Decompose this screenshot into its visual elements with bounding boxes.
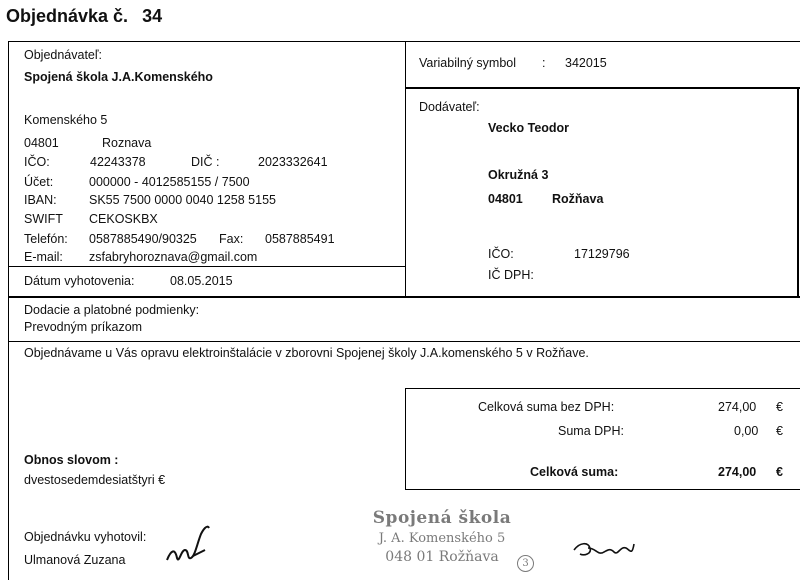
buyer-account: 000000 - 4012585155 / 7500: [89, 175, 250, 189]
frame-top: [8, 41, 800, 42]
buyer-email-label: E-mail:: [24, 250, 63, 264]
words-value: dvestosedemdesiatštyri €: [24, 473, 166, 487]
issuer-signature: [163, 520, 213, 570]
supplier-ico-label: IČO:: [488, 247, 514, 261]
issue-date: 08.05.2015: [170, 274, 233, 288]
buyer-fax-label: Fax:: [219, 232, 244, 246]
stamp-signature: [570, 536, 638, 564]
supplier-icdph-label: IČ DPH:: [488, 268, 534, 282]
order-number: 34: [142, 6, 163, 26]
buyer-street: Komenského 5: [24, 113, 108, 127]
buyer-ico-label: IČO:: [24, 155, 50, 169]
supplier-city: Rožňava: [552, 192, 604, 206]
divider-vertical-top: [405, 41, 406, 296]
grand-total-currency: €: [776, 465, 783, 479]
vat-value: 0,00: [734, 424, 759, 438]
supplier-box-right: [797, 87, 799, 296]
divider-date: [8, 266, 405, 267]
buyer-fax: 0587885491: [265, 232, 335, 246]
grand-total-value: 274,00: [718, 465, 757, 479]
document-title: [6, 6, 162, 27]
stamp-mark-number: 3: [522, 558, 529, 569]
buyer-zip: 04801: [24, 136, 59, 150]
grand-total-label: Celková suma:: [530, 465, 619, 479]
buyer-ico: 42243378: [90, 155, 146, 169]
buyer-phone-label: Telefón:: [24, 232, 68, 246]
stamp-line-2: J. A. Komenského 5: [378, 531, 506, 546]
net-currency: €: [776, 400, 783, 414]
net-total-value: 274,00: [718, 400, 757, 414]
divider-order: [8, 341, 800, 342]
net-total-label: Celková suma bez DPH:: [478, 400, 615, 414]
stamp-line-1: Spojená škola: [372, 508, 512, 528]
issue-date-label: Dátum vyhotovenia:: [24, 274, 135, 288]
buyer-dic: 2023332641: [258, 155, 328, 169]
vat-label: Suma DPH:: [558, 424, 624, 438]
totals-box-bottom: [405, 489, 800, 490]
supplier-ico: 17129796: [574, 247, 630, 261]
title-label: Objednávka č.: [6, 6, 129, 26]
totals-box-left: [405, 388, 406, 490]
supplier-name: Vecko Teodor: [488, 121, 570, 135]
order-text: Objednávame u Vás opravu elektroinštalácie v zborovni Spojenej školy J.A.komenského 5 v Rožňave.: [24, 346, 589, 360]
terms-value: Prevodným príkazom: [24, 320, 143, 334]
buyer-city: Roznava: [102, 136, 152, 150]
buyer-iban-label: IBAN:: [24, 193, 57, 207]
varsym-label: Variabilný symbol: [419, 56, 517, 70]
varsym-colon: :: [542, 56, 546, 70]
buyer-dic-label: DIČ :: [191, 155, 220, 169]
buyer-iban: SK55 7500 0000 0040 1258 5155: [89, 193, 276, 207]
supplier-label: Dodávateľ:: [419, 100, 480, 114]
buyer-account-label: Účet:: [24, 175, 54, 189]
buyer-label: Objednávateľ:: [24, 48, 103, 62]
vat-currency: €: [776, 424, 783, 438]
buyer-phone: 0587885490/90325: [89, 232, 197, 246]
issuer-label: Objednávku vyhotovil:: [24, 530, 147, 544]
buyer-swift: CEKOSKBX: [89, 212, 158, 226]
supplier-street: Okružná 3: [488, 168, 549, 182]
stamp-line-3: 048 01 Rožňava: [385, 549, 499, 565]
buyer-email: zsfabryhoroznava@gmail.com: [89, 250, 258, 264]
buyer-swift-label: SWIFT: [24, 212, 63, 226]
varsym-value: 342015: [565, 56, 607, 70]
supplier-zip: 04801: [488, 192, 523, 206]
school-stamp: [352, 508, 532, 565]
totals-box-top: [405, 388, 800, 389]
buyer-name: Spojená škola J.A.Komenského: [24, 70, 213, 84]
frame-left: [8, 41, 9, 580]
words-label: Obnos slovom :: [24, 453, 119, 467]
stamp-mark: [517, 555, 534, 572]
issuer-name: Ulmanová Zuzana: [24, 553, 126, 567]
divider-terms: [8, 296, 800, 298]
supplier-box-top: [405, 87, 800, 89]
terms-label: Dodacie a platobné podmienky:: [24, 303, 200, 317]
